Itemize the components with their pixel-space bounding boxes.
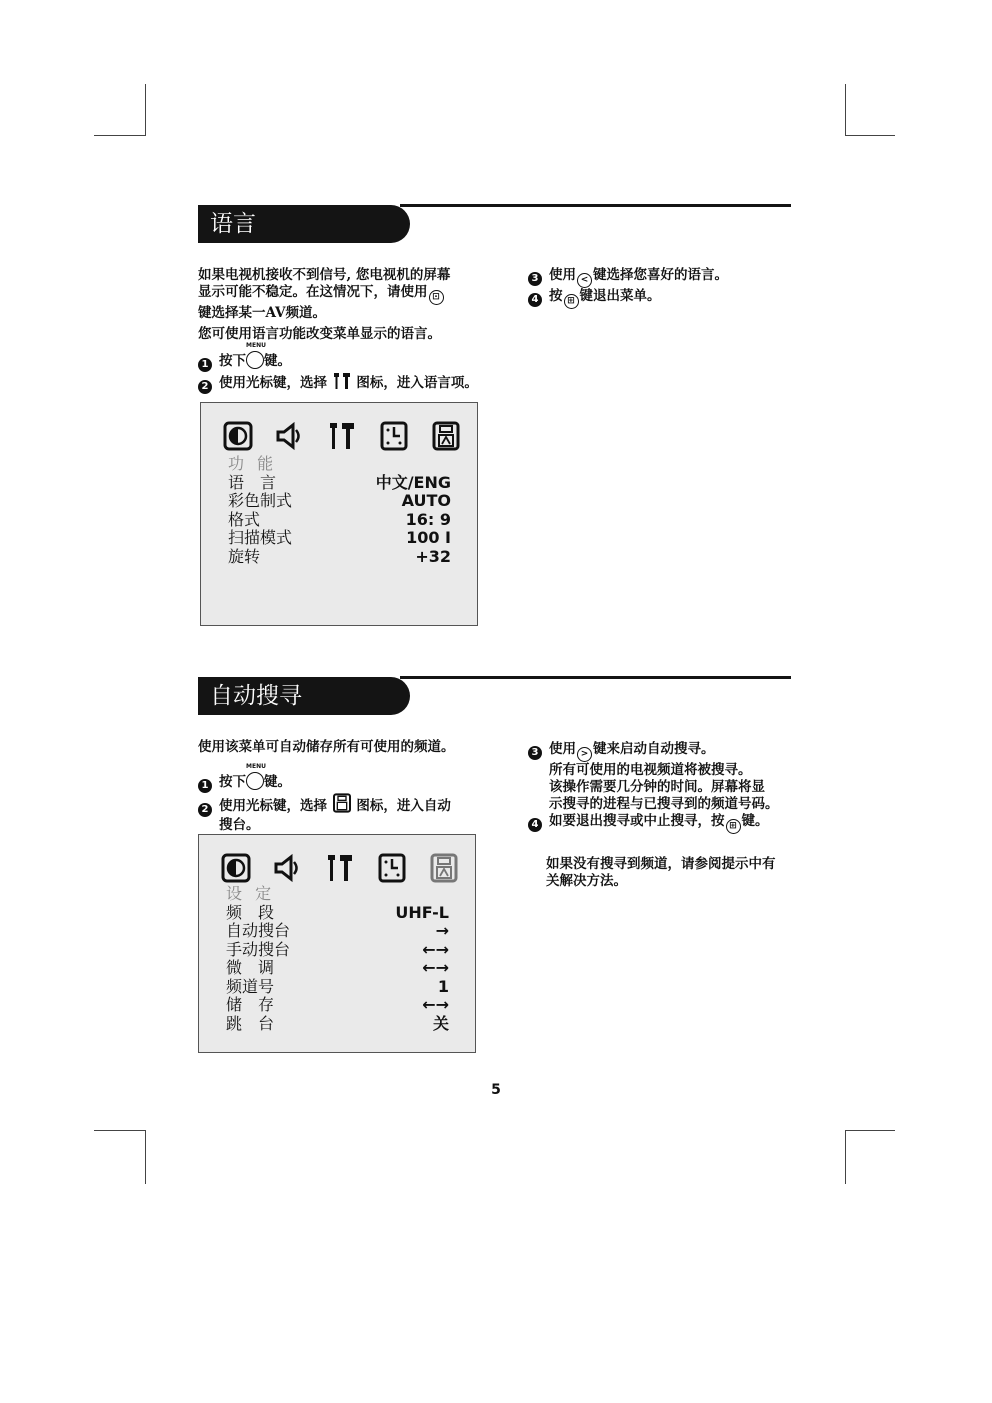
sound-icon (275, 421, 305, 451)
osd-row-label: 微 调 (226, 958, 275, 977)
osd-row-label: 语 言 (228, 472, 277, 492)
sound-icon (273, 853, 303, 883)
osd-title (228, 455, 451, 474)
picture-icon (223, 421, 253, 451)
osd-row-label: 频 段 (226, 902, 275, 922)
text-span: 按 (549, 288, 563, 304)
section-title-text: 自动搜寻 (210, 683, 302, 709)
crop-mark (94, 135, 146, 136)
text-line: 您可使用语言功能改变菜单显示的语言。 (198, 326, 441, 342)
osd-title-text: 设 定 (226, 884, 276, 903)
crop-mark (145, 84, 146, 136)
osd-row-label: 手动搜台 (226, 939, 291, 959)
osd-row-value: UHF-L (395, 902, 449, 922)
text-span: 键来启动自动搜寻。 (593, 741, 715, 757)
text-line: 关解决方法。 (546, 873, 627, 889)
osd-row-value: 中文/ENG (375, 472, 451, 492)
section-rule (400, 204, 791, 207)
section-rule (400, 676, 791, 679)
text-span: 使用光标键，选择 (219, 375, 327, 391)
text-line: 如果电视机接收不到信号, 您电视机的屏幕 (198, 267, 451, 283)
step-number: 1 (198, 358, 212, 372)
osd-row-format[interactable] (228, 511, 451, 530)
step-number: 2 (198, 380, 212, 394)
osd-row-label: 频道号 (226, 976, 275, 996)
step-2 (198, 372, 478, 394)
osd-row-channel-number[interactable] (226, 978, 449, 997)
left-key-icon: < (577, 273, 592, 288)
step-3 (528, 741, 779, 762)
auto-search-steps-right (528, 741, 779, 834)
osd-row-band[interactable] (226, 904, 449, 923)
menu-key-label: MENU (246, 342, 266, 349)
text-span: 显示可能不稳定。在这情况下，请使用 (198, 284, 428, 300)
step-4 (528, 288, 728, 309)
osd-row-label: 跳 台 (226, 1013, 275, 1033)
text-line: 所有可使用的电视频道将被搜寻。 (549, 762, 752, 778)
page-number: 5 (491, 1082, 501, 1098)
osd-row-value: +32 (415, 546, 451, 566)
auto-search-steps (198, 763, 451, 834)
menu-key-circle (246, 351, 264, 369)
text-span: 按下 (219, 774, 246, 790)
install-icon (431, 421, 461, 451)
step-number: 2 (198, 803, 212, 817)
exit-key-icon: ⊞ (726, 819, 741, 834)
text-span: 使用 (549, 267, 576, 283)
osd-row-color-system[interactable] (228, 492, 451, 511)
text-line: 使用该菜单可自动储存所有可使用的频道。 (198, 739, 455, 755)
osd-row-value: ←→ (422, 939, 449, 959)
install-icon (332, 793, 352, 813)
text-span: 使用光标键，选择 (219, 798, 327, 814)
clock-icon (379, 421, 409, 451)
osd-title-text: 功 能 (228, 454, 278, 473)
osd-row-value: 16: 9 (405, 509, 451, 529)
language-desc (198, 326, 441, 343)
osd-row-scan-mode[interactable] (228, 529, 451, 548)
osd-icon-row (223, 421, 461, 451)
osd-row-manual-search[interactable] (226, 941, 449, 960)
osd-row-label: 扫描模式 (228, 528, 293, 547)
menu-key-label: MENU (246, 763, 266, 770)
osd-row-label: 格式 (228, 509, 261, 529)
osd-row-skip[interactable] (226, 1015, 449, 1034)
right-key-icon: > (577, 747, 592, 762)
text-span: 图标，进入语言项。 (356, 375, 478, 391)
text-span: 键。 (741, 813, 769, 829)
osd-function-menu (200, 402, 478, 626)
osd-row-rotation[interactable] (228, 548, 451, 567)
osd-row-value: → (435, 921, 449, 940)
step-4 (528, 813, 779, 834)
text-span: 图标，进入自动 (356, 798, 451, 814)
tools-icon (325, 853, 355, 883)
crop-mark (145, 1130, 146, 1184)
clock-icon (377, 853, 407, 883)
tools-icon (327, 421, 357, 451)
step-2 (198, 793, 451, 817)
step-number: 4 (528, 818, 542, 832)
osd-row-label: 自动搜台 (226, 921, 291, 940)
osd-row-store[interactable] (226, 996, 449, 1015)
text-line: 该操作需要几分钟的时间。屏幕将显 (549, 779, 765, 795)
step-2-cont (198, 817, 451, 834)
section-title-language (198, 205, 410, 243)
crop-mark (845, 84, 846, 136)
crop-mark (845, 135, 895, 136)
language-steps (198, 342, 478, 394)
picture-icon (221, 853, 251, 883)
text-line: 键选择某一AV频道。 (198, 305, 326, 321)
text-span: 键退出菜单。 (579, 288, 661, 304)
osd-row-value: AUTO (401, 491, 451, 510)
section-title-auto-search (198, 677, 410, 715)
osd-row-label: 彩色制式 (228, 491, 293, 510)
text-span: 键。 (264, 774, 291, 790)
av-key-icon: ⊡ (429, 290, 444, 305)
osd-row-value: 1 (437, 976, 449, 996)
step-3 (528, 267, 728, 288)
crop-mark (845, 1130, 846, 1184)
section-title-text: 语言 (210, 211, 256, 237)
osd-row-label: 储 存 (226, 995, 275, 1014)
osd-row-fine-tune[interactable] (226, 959, 449, 978)
text-line (198, 284, 450, 305)
osd-rows (226, 885, 449, 1033)
auto-search-intro (198, 739, 455, 756)
crop-mark (845, 1130, 895, 1131)
text-line: 如果没有搜寻到频道，请参阅提示中有 (546, 856, 776, 872)
auto-search-note (546, 856, 776, 890)
osd-row-value: ←→ (422, 958, 449, 977)
text-span: 按下 (219, 353, 246, 369)
language-intro (198, 267, 450, 322)
step-1 (198, 342, 478, 372)
menu-key-circle (246, 772, 264, 790)
osd-icon-row (221, 853, 459, 883)
osd-row-value: 关 (432, 1013, 449, 1033)
osd-row-label: 旋转 (228, 546, 261, 566)
osd-title (226, 885, 449, 904)
osd-row-value: ←→ (422, 995, 449, 1014)
step-number: 3 (528, 272, 542, 286)
osd-row-auto-search[interactable] (226, 922, 449, 941)
osd-row-language[interactable] (228, 474, 451, 493)
text-span: 键。 (264, 353, 291, 369)
osd-row-value: 100 I (406, 528, 451, 547)
exit-key-icon: ⊞ (564, 294, 579, 309)
step-number: 4 (528, 293, 542, 307)
osd-install-menu (198, 834, 476, 1053)
crop-mark (94, 1130, 146, 1131)
step-1 (198, 763, 451, 793)
text-span: 键选择您喜好的语言。 (593, 267, 728, 283)
install-icon (429, 853, 459, 883)
text-span: 使用 (549, 741, 576, 757)
text-span: 搜台。 (219, 817, 260, 833)
text-span: 如要退出搜寻或中止搜寻，按 (549, 813, 725, 829)
menu-key-icon (246, 342, 266, 370)
tools-icon (332, 372, 352, 390)
step-number: 3 (528, 746, 542, 760)
text-line: 示搜寻的进程与已搜寻到的频道号码。 (549, 796, 779, 812)
language-steps-right (528, 267, 728, 309)
osd-rows (228, 455, 451, 566)
menu-key-icon (246, 763, 266, 791)
step-number: 1 (198, 779, 212, 793)
